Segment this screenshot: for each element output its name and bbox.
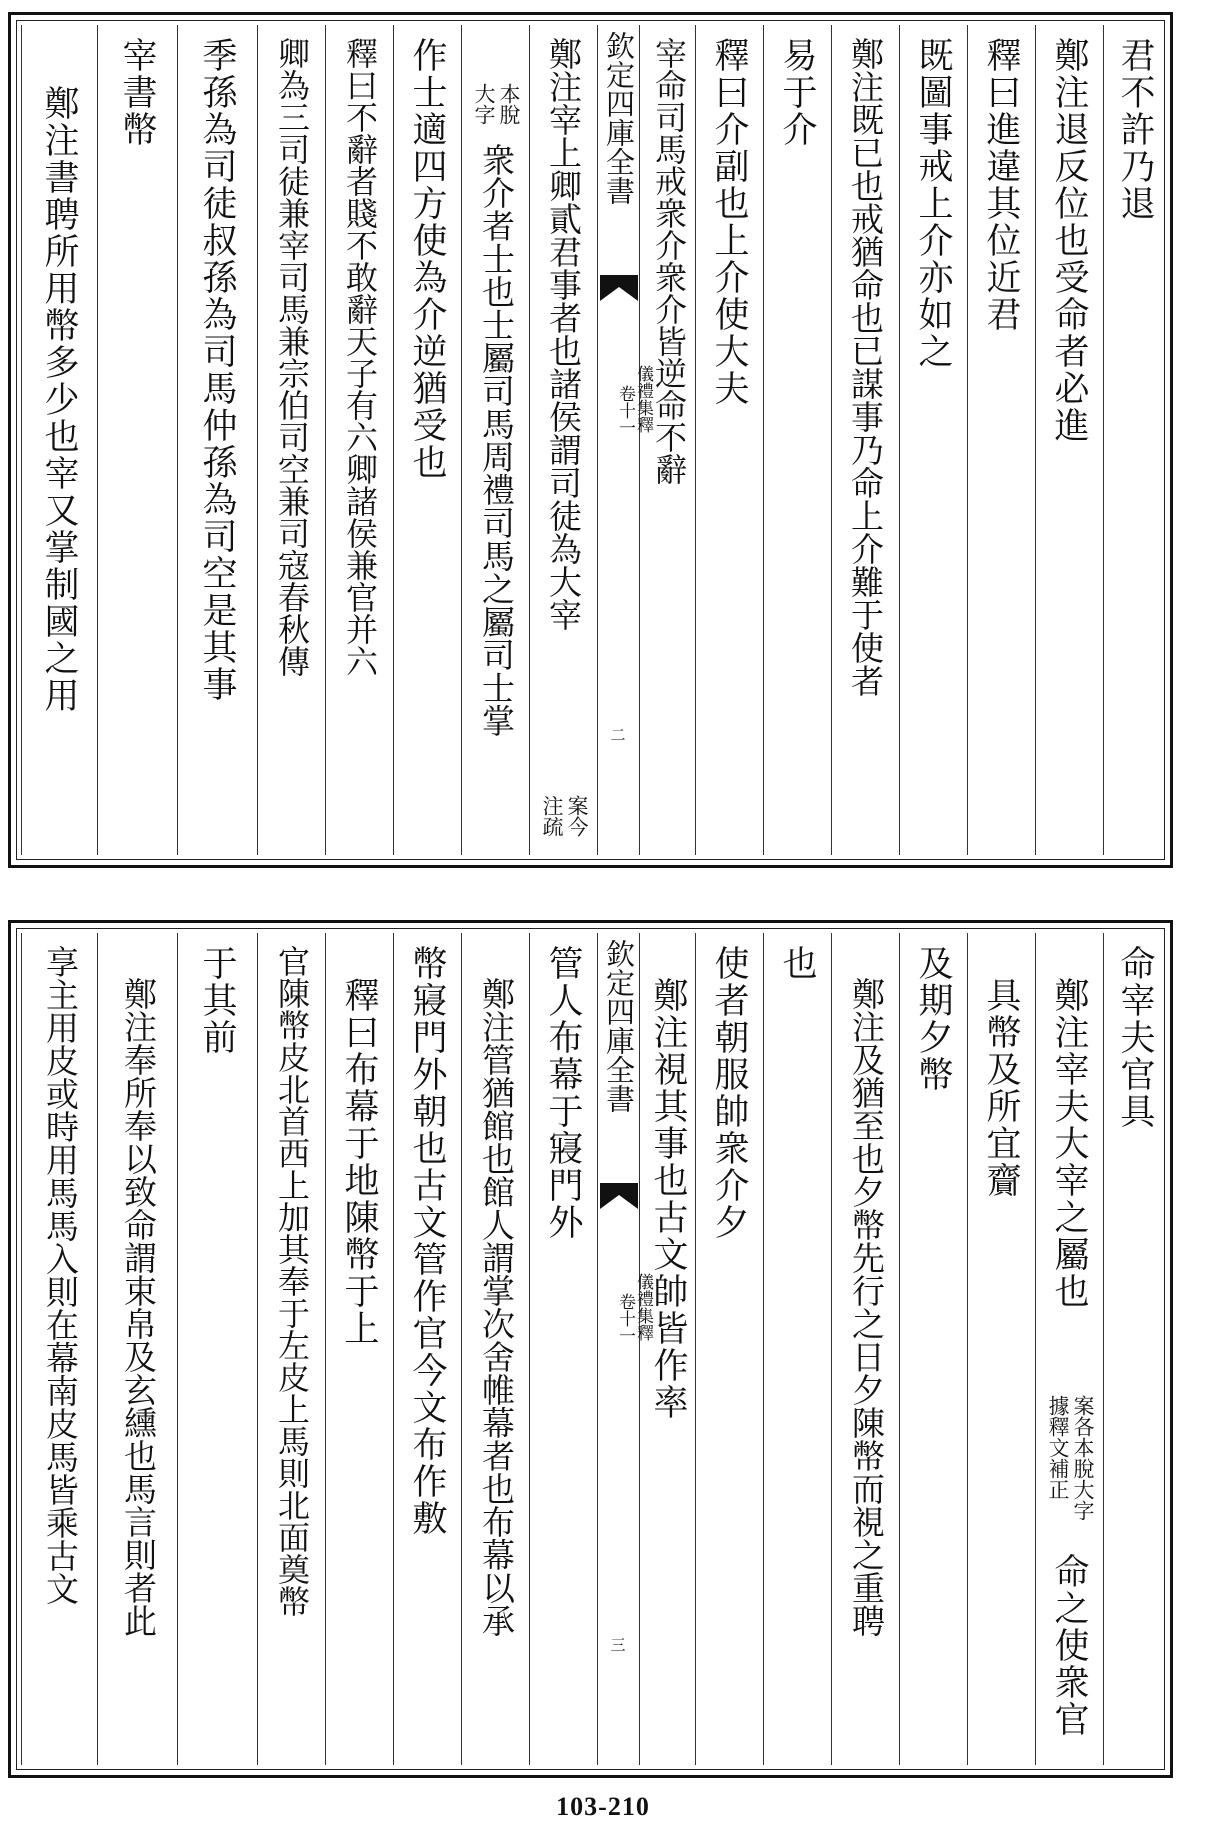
text-column xyxy=(695,25,763,855)
annotation-note xyxy=(1046,1395,1094,1521)
page-footer-number: 103-210 xyxy=(556,1792,650,1821)
column-text: 鄭注退反位也受命者必進 xyxy=(1049,37,1089,444)
text-column xyxy=(97,933,177,1765)
gutter-title: 欽定四庫全書 xyxy=(602,939,636,1113)
text-column xyxy=(639,933,695,1765)
annotation-note xyxy=(472,83,520,125)
text-column xyxy=(831,25,899,855)
column-text: 鄭注奉所奉以致命謂束帛及玄纁也馬言則者此 xyxy=(119,977,158,1637)
text-column xyxy=(695,933,763,1765)
column-text: 使者朝服帥衆介夕 xyxy=(709,945,749,1241)
gutter-page-number: 三 xyxy=(610,1636,626,1654)
gutter-volume-title: 儀禮集釋 xyxy=(633,365,653,433)
bottom-page-frame xyxy=(16,928,1165,1770)
text-column xyxy=(831,933,899,1765)
text-column xyxy=(393,933,461,1765)
note-line: 本脫 xyxy=(497,83,521,125)
note-line: 案今 xyxy=(565,795,589,837)
text-column xyxy=(529,933,597,1765)
text-column xyxy=(257,933,325,1765)
center-gutter xyxy=(597,25,653,855)
column-text: 卿為三司徒兼宰司馬兼宗伯司空兼司寇春秋傳 xyxy=(273,37,311,677)
column-text: 易于介 xyxy=(777,37,817,148)
fish-tail-mark-icon xyxy=(600,1183,638,1209)
gutter-title: 欽定四庫全書 xyxy=(602,31,636,205)
column-text: 鄭注管猶館也館人謂掌次舍帷幕者也布幕以承 xyxy=(477,977,516,1637)
column-text: 于其前 xyxy=(197,945,237,1056)
top-page xyxy=(8,12,1173,868)
text-column xyxy=(177,933,257,1765)
gutter-volume-number: 卷十一 xyxy=(615,385,635,436)
text-column xyxy=(967,25,1035,855)
gutter-volume-title: 儀禮集釋 xyxy=(633,1273,653,1341)
column-text: 命宰夫官具 xyxy=(1115,945,1155,1130)
column-text: 及期夕幣 xyxy=(913,945,953,1093)
column-text: 鄭注宰夫大宰之屬也 xyxy=(1049,977,1089,1310)
text-column xyxy=(1103,933,1168,1765)
text-column xyxy=(1103,25,1168,855)
note-line: 注疏 xyxy=(540,795,564,837)
text-column xyxy=(967,933,1035,1765)
gutter-volume-number: 卷十一 xyxy=(615,1293,635,1344)
column-text: 釋曰進違其位近君 xyxy=(981,37,1021,333)
column-text: 享主用皮或時用馬馬入則在幕南皮馬皆乘古文 xyxy=(41,945,80,1605)
column-text: 既圖事戒上介亦如之 xyxy=(913,37,953,370)
text-column xyxy=(1035,933,1103,1765)
column-text: 季孫為司徒叔孫為司馬仲孫為司空是其事 xyxy=(197,37,237,703)
column-text: 君不許乃退 xyxy=(1115,37,1155,222)
column-text: 宰書幣 xyxy=(117,37,157,148)
fish-tail-mark-icon xyxy=(600,275,638,301)
column-text: 鄭注書聘所用幣多少也宰又掌制國之用 xyxy=(39,85,79,714)
column-text: 釋曰不辭者賤不敢辭天子有六卿諸侯兼官并六 xyxy=(341,37,379,677)
text-column xyxy=(1035,25,1103,855)
column-text: 管人布幕于寢門外 xyxy=(543,945,583,1241)
text-column xyxy=(461,25,529,855)
text-column xyxy=(461,933,529,1765)
text-column xyxy=(393,25,461,855)
column-text: 釋曰介副也上介使大夫 xyxy=(709,37,749,407)
text-column xyxy=(257,25,325,855)
text-column xyxy=(325,25,393,855)
column-text: 釋曰布幕于地陳幣于上 xyxy=(339,977,379,1347)
annotation-note xyxy=(540,795,588,837)
column-text: 命之使衆官 xyxy=(1049,1553,1089,1738)
column-text: 鄭注宰上卿貳君事者也諸侯謂司徒為大宰 xyxy=(544,37,583,631)
text-column xyxy=(21,933,97,1765)
column-text: 衆介者士也士屬司馬周禮司馬之屬司士掌 xyxy=(477,143,516,737)
text-column xyxy=(529,25,597,855)
gutter-page-number: 二 xyxy=(610,726,626,744)
column-text: 官陳幣皮北首西上加其奉于左皮上馬則北面奠幣 xyxy=(273,945,311,1617)
text-column xyxy=(899,25,967,855)
text-column xyxy=(177,25,257,855)
top-page-frame xyxy=(16,20,1165,860)
bottom-page xyxy=(8,920,1173,1778)
text-column xyxy=(763,933,831,1765)
note-line: 據釋文補正 xyxy=(1046,1395,1070,1500)
note-line: 案各本脫大字 xyxy=(1071,1395,1095,1521)
column-text: 作士適四方使為介逆猶受也 xyxy=(407,37,447,481)
text-column xyxy=(21,25,97,855)
column-text: 幣寢門外朝也古文管作官今文布作敷 xyxy=(407,945,447,1537)
text-column xyxy=(763,25,831,855)
note-line: 大字 xyxy=(472,83,496,125)
text-column xyxy=(97,25,177,855)
column-text: 也 xyxy=(777,945,817,982)
text-column xyxy=(639,25,695,855)
text-column xyxy=(325,933,393,1765)
text-column xyxy=(899,933,967,1765)
column-text: 鄭注既已也戒猶命也已謀事乃命上介難于使者 xyxy=(846,37,885,697)
column-text: 鄭注及猶至也夕幣先行之日夕陳幣而視之重聘 xyxy=(847,977,886,1637)
center-gutter xyxy=(597,933,653,1765)
column-text: 鄭注視其事也古文帥皆作率 xyxy=(648,977,688,1421)
column-text: 宰命司馬戒衆介衆介皆逆命不辭 xyxy=(650,37,688,485)
column-text: 具幣及所宜齎 xyxy=(981,977,1021,1199)
